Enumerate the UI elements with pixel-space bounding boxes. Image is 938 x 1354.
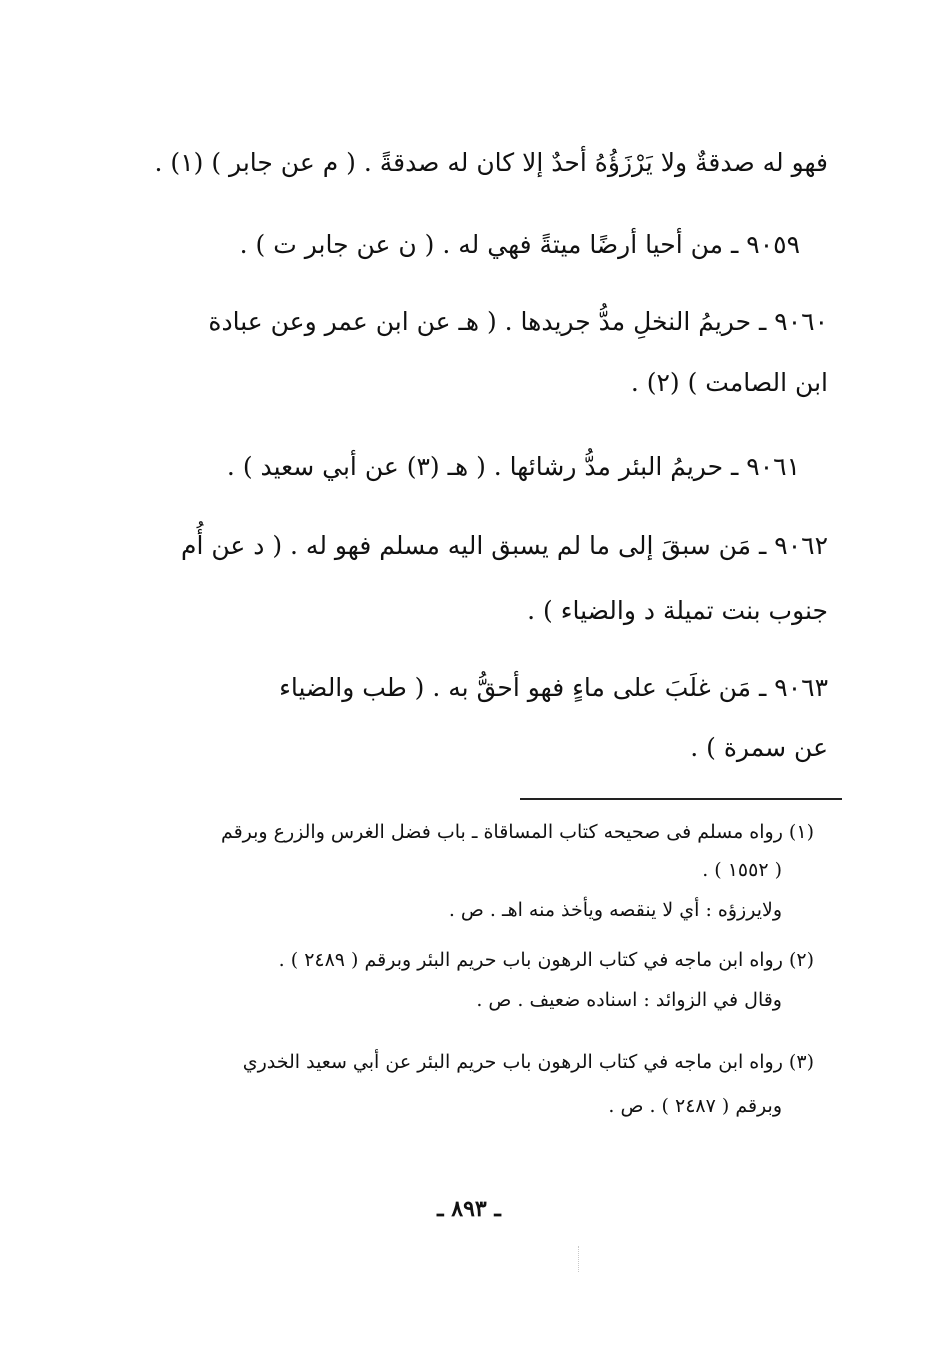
- hadith-continuation-line: فهو له صدقةٌ ولا يَرْزَؤُهُ أحدٌ إلا كان له صدقةً . ( م عن جابر ) (١) .: [154, 148, 828, 177]
- footnote-1-line-2: ( ١٥٥٢ ) .: [702, 859, 782, 881]
- hadith-9062-line-1: ٩٠٦٢ ـ مَن سبقَ إلى ما لم يسبق اليه مسلم فهو له . ( د عن أُم: [180, 531, 828, 560]
- hadith-9060-line-1: ٩٠٦٠ ـ حريمُ النخلِ مدُّ جريدها . ( هـ عن ابن عمر وعن عبادة: [208, 307, 828, 336]
- footnote-2-line-2: وقال في الزوائد : اسناده ضعيف . ص .: [476, 989, 782, 1011]
- hadith-9061: ٩٠٦١ ـ حريمُ البئر مدُّ رشائها . ( هـ (٣) عن أبي سعيد ) .: [226, 452, 800, 481]
- footnote-3-line-2: وبرقم ( ٢٤٨٧ ) . ص .: [608, 1095, 782, 1117]
- scan-mark: [578, 1246, 581, 1272]
- hadith-9060-line-2: ابن الصامت ) (٢) .: [630, 368, 828, 397]
- footnote-1-line-1: (١) رواه مسلم فى صحيحه كتاب المساقاة ـ باب فضل الغرس والزرع وبرقم: [220, 821, 814, 843]
- page-number: ـ ٨٩٣ ـ: [437, 1196, 501, 1222]
- footnote-2-line-1: (٢) رواه ابن ماجه في كتاب الرهون باب حريم البئر وبرقم ( ٢٤٨٩ ) .: [278, 949, 814, 971]
- hadith-9063-line-1: ٩٠٦٣ ـ مَن غلَبَ على ماءٍ فهو أحقُّ به . ( طب والضياء: [279, 673, 828, 702]
- hadith-9059: ٩٠٥٩ ـ من أحيا أرضًا ميتةً فهي له . ( ن عن جابر ت ) .: [239, 230, 800, 259]
- hadith-9062-line-2: جنوب بنت تميلة د والضياء ) .: [527, 596, 828, 625]
- footnote-3-line-1: (٣) رواه ابن ماجه في كتاب الرهون باب حريم البئر عن أبي سعيد الخدري: [242, 1051, 814, 1073]
- footnote-divider: [520, 798, 842, 800]
- footnote-1-line-3: ولايرزؤه : أي لا ينقصه ويأخذ منه اهـ . ص .: [448, 899, 782, 921]
- hadith-9063-line-2: عن سمرة ) .: [690, 733, 828, 762]
